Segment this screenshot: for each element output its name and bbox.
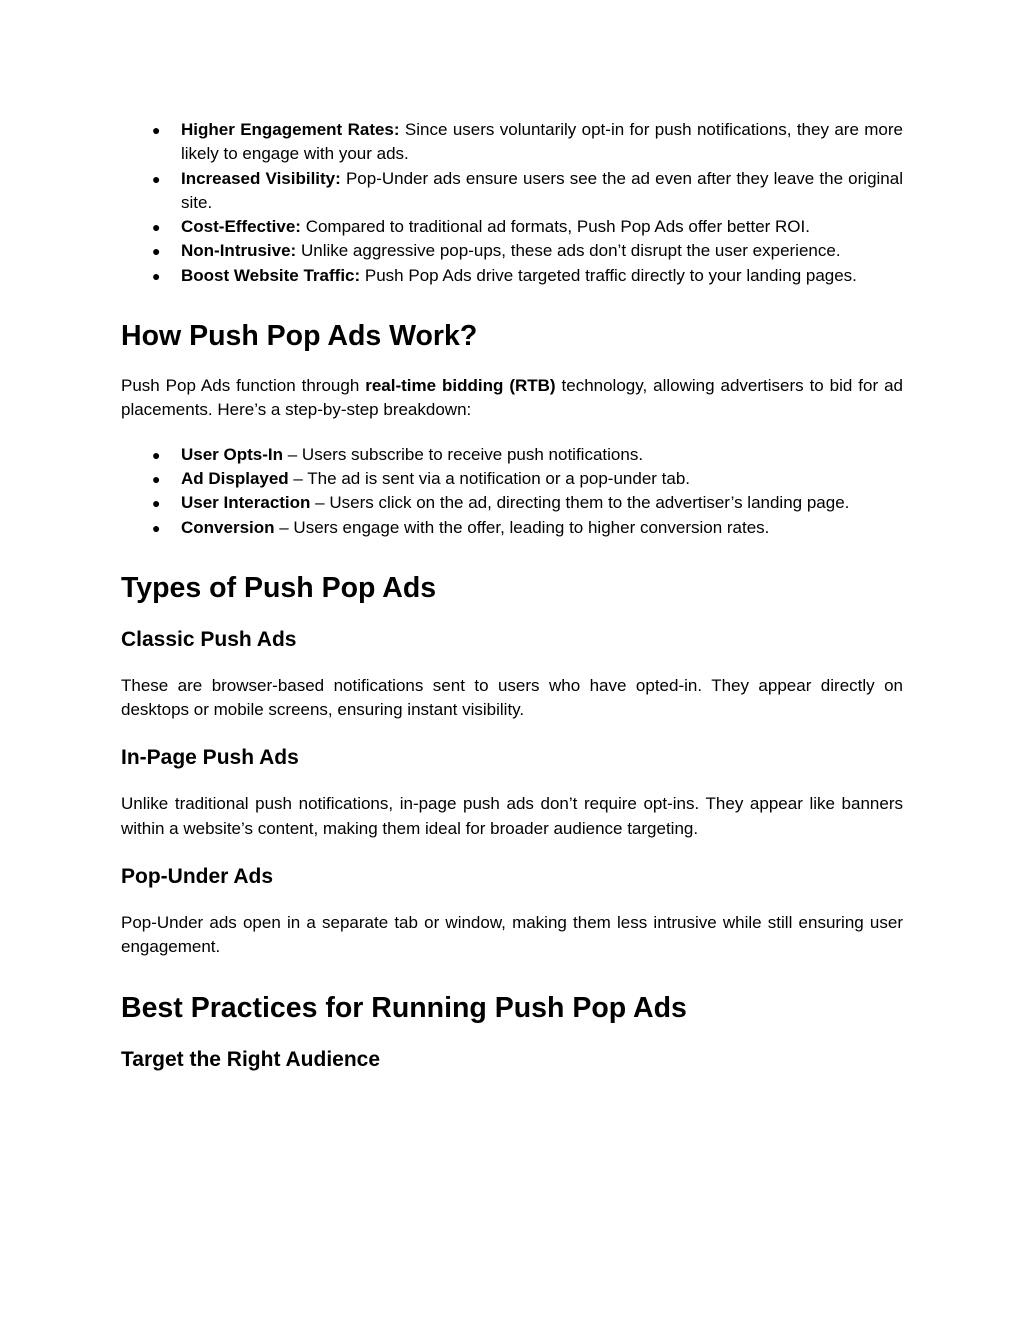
inpage-push-heading: In-Page Push Ads (121, 746, 299, 770)
list-item (121, 516, 903, 540)
inpage-push-text: Unlike traditional push notifications, in-page push ads don’t require opt-ins. They appear like banners within a website’s content, making them ideal for broader audience targeting. (121, 794, 903, 838)
bullet-icon: ● (152, 267, 161, 284)
list-item (121, 118, 903, 167)
list-item (121, 443, 903, 467)
step-text: – Users click on the ad, directing them to the advertiser’s landing page. (310, 493, 850, 513)
step-text: – Users subscribe to receive push notifications. (283, 444, 644, 464)
step-term: User Interaction (181, 493, 311, 513)
classic-push-heading: Classic Push Ads (121, 627, 297, 651)
how-it-works-intro (121, 374, 903, 423)
benefit-term: Boost Website Traffic: (181, 265, 361, 285)
document-page (121, 118, 903, 1073)
step-term: User Opts-In (181, 444, 284, 464)
types-heading: Types of Push Pop Ads (121, 571, 437, 604)
step-term: Ad Displayed (181, 468, 289, 488)
bullet-icon: ● (152, 219, 161, 236)
benefit-text: Push Pop Ads drive targeted traffic directly to your landing pages. (360, 265, 857, 285)
intro-text-before: Push Pop Ads function through (121, 376, 366, 396)
intro-text-after: technology, allowing advertisers to bid for ad placements. Here’s a step-by-step breakdown: (121, 376, 903, 420)
list-item (121, 491, 903, 515)
benefit-term: Higher Engagement Rates: (181, 120, 400, 139)
benefit-term: Non-Intrusive: (181, 241, 297, 261)
step-text: – The ad is sent via a notification or a pop-under tab. (288, 468, 691, 488)
benefit-text: Compared to traditional ad formats, Push Pop Ads offer better ROI. (300, 217, 810, 237)
list-item (121, 467, 903, 491)
classic-push-text: These are browser-based notifications sent to users who have opted-in. They appear directly on desktops or mobile screens, ensuring instant visibility. (121, 675, 903, 720)
bullet-icon: ● (152, 446, 161, 463)
list-item (121, 167, 903, 216)
benefit-term: Cost-Effective: (181, 217, 301, 237)
list-item (121, 264, 903, 288)
target-audience-heading: Target the Right Audience (121, 1047, 381, 1071)
bullet-icon: ● (152, 243, 161, 260)
list-item (121, 239, 903, 263)
step-term: Conversion (181, 517, 275, 537)
benefit-text: Since users voluntarily opt-in for push notifications, they are more likely to engage with your ads. (181, 120, 903, 164)
benefits-list (121, 118, 903, 288)
bullet-icon: ● (152, 170, 161, 187)
best-practices-heading: Best Practices for Running Push Pop Ads (121, 991, 687, 1024)
list-item (121, 215, 903, 239)
how-it-works-heading: How Push Pop Ads Work? (121, 320, 478, 353)
steps-list (121, 443, 903, 540)
benefit-term: Increased Visibility: (181, 168, 341, 188)
benefit-text: Unlike aggressive pop-ups, these ads don’t disrupt the user experience. (296, 241, 841, 261)
bullet-icon: ● (152, 470, 161, 487)
benefit-text: Pop-Under ads ensure users see the ad even after they leave the original site. (181, 168, 903, 212)
intro-bold-term: real-time bidding (RTB) (365, 376, 556, 396)
bullet-icon: ● (152, 495, 161, 512)
bullet-icon: ● (152, 519, 161, 536)
bullet-icon: ● (152, 122, 161, 138)
popunder-text: Pop-Under ads open in a separate tab or window, making them less intrusive while still ensuring user engagement. (121, 913, 903, 957)
popunder-heading: Pop-Under Ads (121, 865, 274, 889)
step-text: – Users engage with the offer, leading to higher conversion rates. (274, 517, 770, 537)
